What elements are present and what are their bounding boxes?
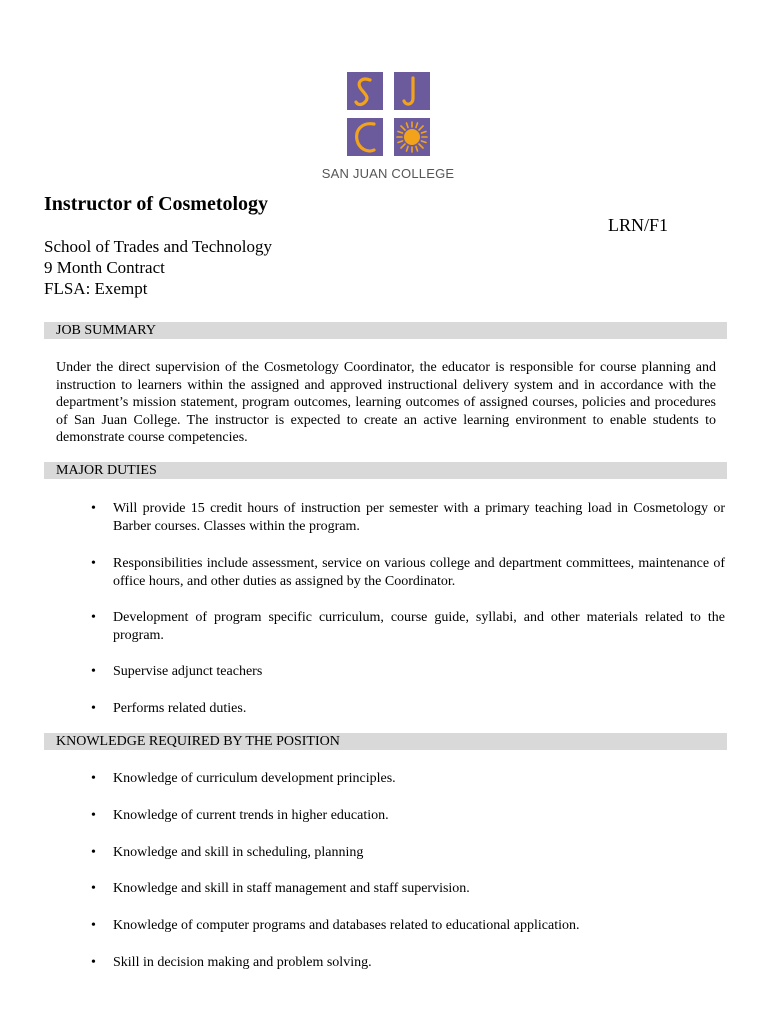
logo-college-name: SAN JUAN COLLEGE [321,166,455,181]
bullet-icon: • [91,881,96,896]
knowledge-text: Skill in decision making and problem solving. [113,955,372,970]
bullet-icon: • [91,918,96,933]
bullet-icon: • [91,664,96,679]
duty-text: Will provide 15 credit hours of instruction per semester with a primary teaching load in Cosmetology or Barber courses. Classes within the program. [113,501,725,534]
bullet-icon: • [91,701,96,716]
bullet-icon: • [91,955,96,970]
bullet-icon: • [91,808,96,823]
position-meta [44,236,272,299]
job-summary-text: Under the direct supervision of the Cosmetology Coordinator, the educator is responsible for course planning and instruction to learners within the assigned and approved instructional delivery system and in accordance with the department’s mission statement, program outcomes, learning outcomes of assigned courses, policies and procedures of San Juan College. The instructor is expected to create an active learning environment to enable students to demonstrate course competencies. [56,360,716,446]
knowledge-text: Knowledge and skill in scheduling, planning [113,845,364,860]
bullet-icon: • [91,610,96,625]
bullet-icon: • [91,556,96,571]
duty-text: Development of program specific curriculum, course guide, syllabi, and other materials related to the program. [113,610,725,643]
bullet-icon: • [91,845,96,860]
college-logo [318,72,458,184]
duty-text: Performs related duties. [113,701,247,716]
section-heading-knowledge: KNOWLEDGE REQUIRED BY THE POSITION [44,733,727,750]
logo-letters-graphic [318,72,458,166]
duty-text: Responsibilities include assessment, service on various college and department committees, maintenance of office hours, and other duties as assigned by the Coordinator. [113,556,725,589]
meta-contract: 9 Month Contract [44,258,165,277]
meta-school: School of Trades and Technology [44,237,272,256]
section-heading-job-summary: JOB SUMMARY [44,322,727,339]
bullet-icon: • [91,501,96,516]
duty-text: Supervise adjunct teachers [113,664,263,679]
knowledge-text: Knowledge of computer programs and databases related to educational application. [113,918,580,933]
knowledge-text: Knowledge of current trends in higher education. [113,808,389,823]
meta-flsa: FLSA: Exempt [44,279,148,298]
job-title: Instructor of Cosmetology [44,193,269,215]
section-heading-major-duties: MAJOR DUTIES [44,462,727,479]
knowledge-text: Knowledge of curriculum development principles. [113,771,396,786]
bullet-icon: • [91,771,96,786]
knowledge-text: Knowledge and skill in staff management and staff supervision. [113,881,470,896]
position-code: LRN/F1 [607,215,668,235]
